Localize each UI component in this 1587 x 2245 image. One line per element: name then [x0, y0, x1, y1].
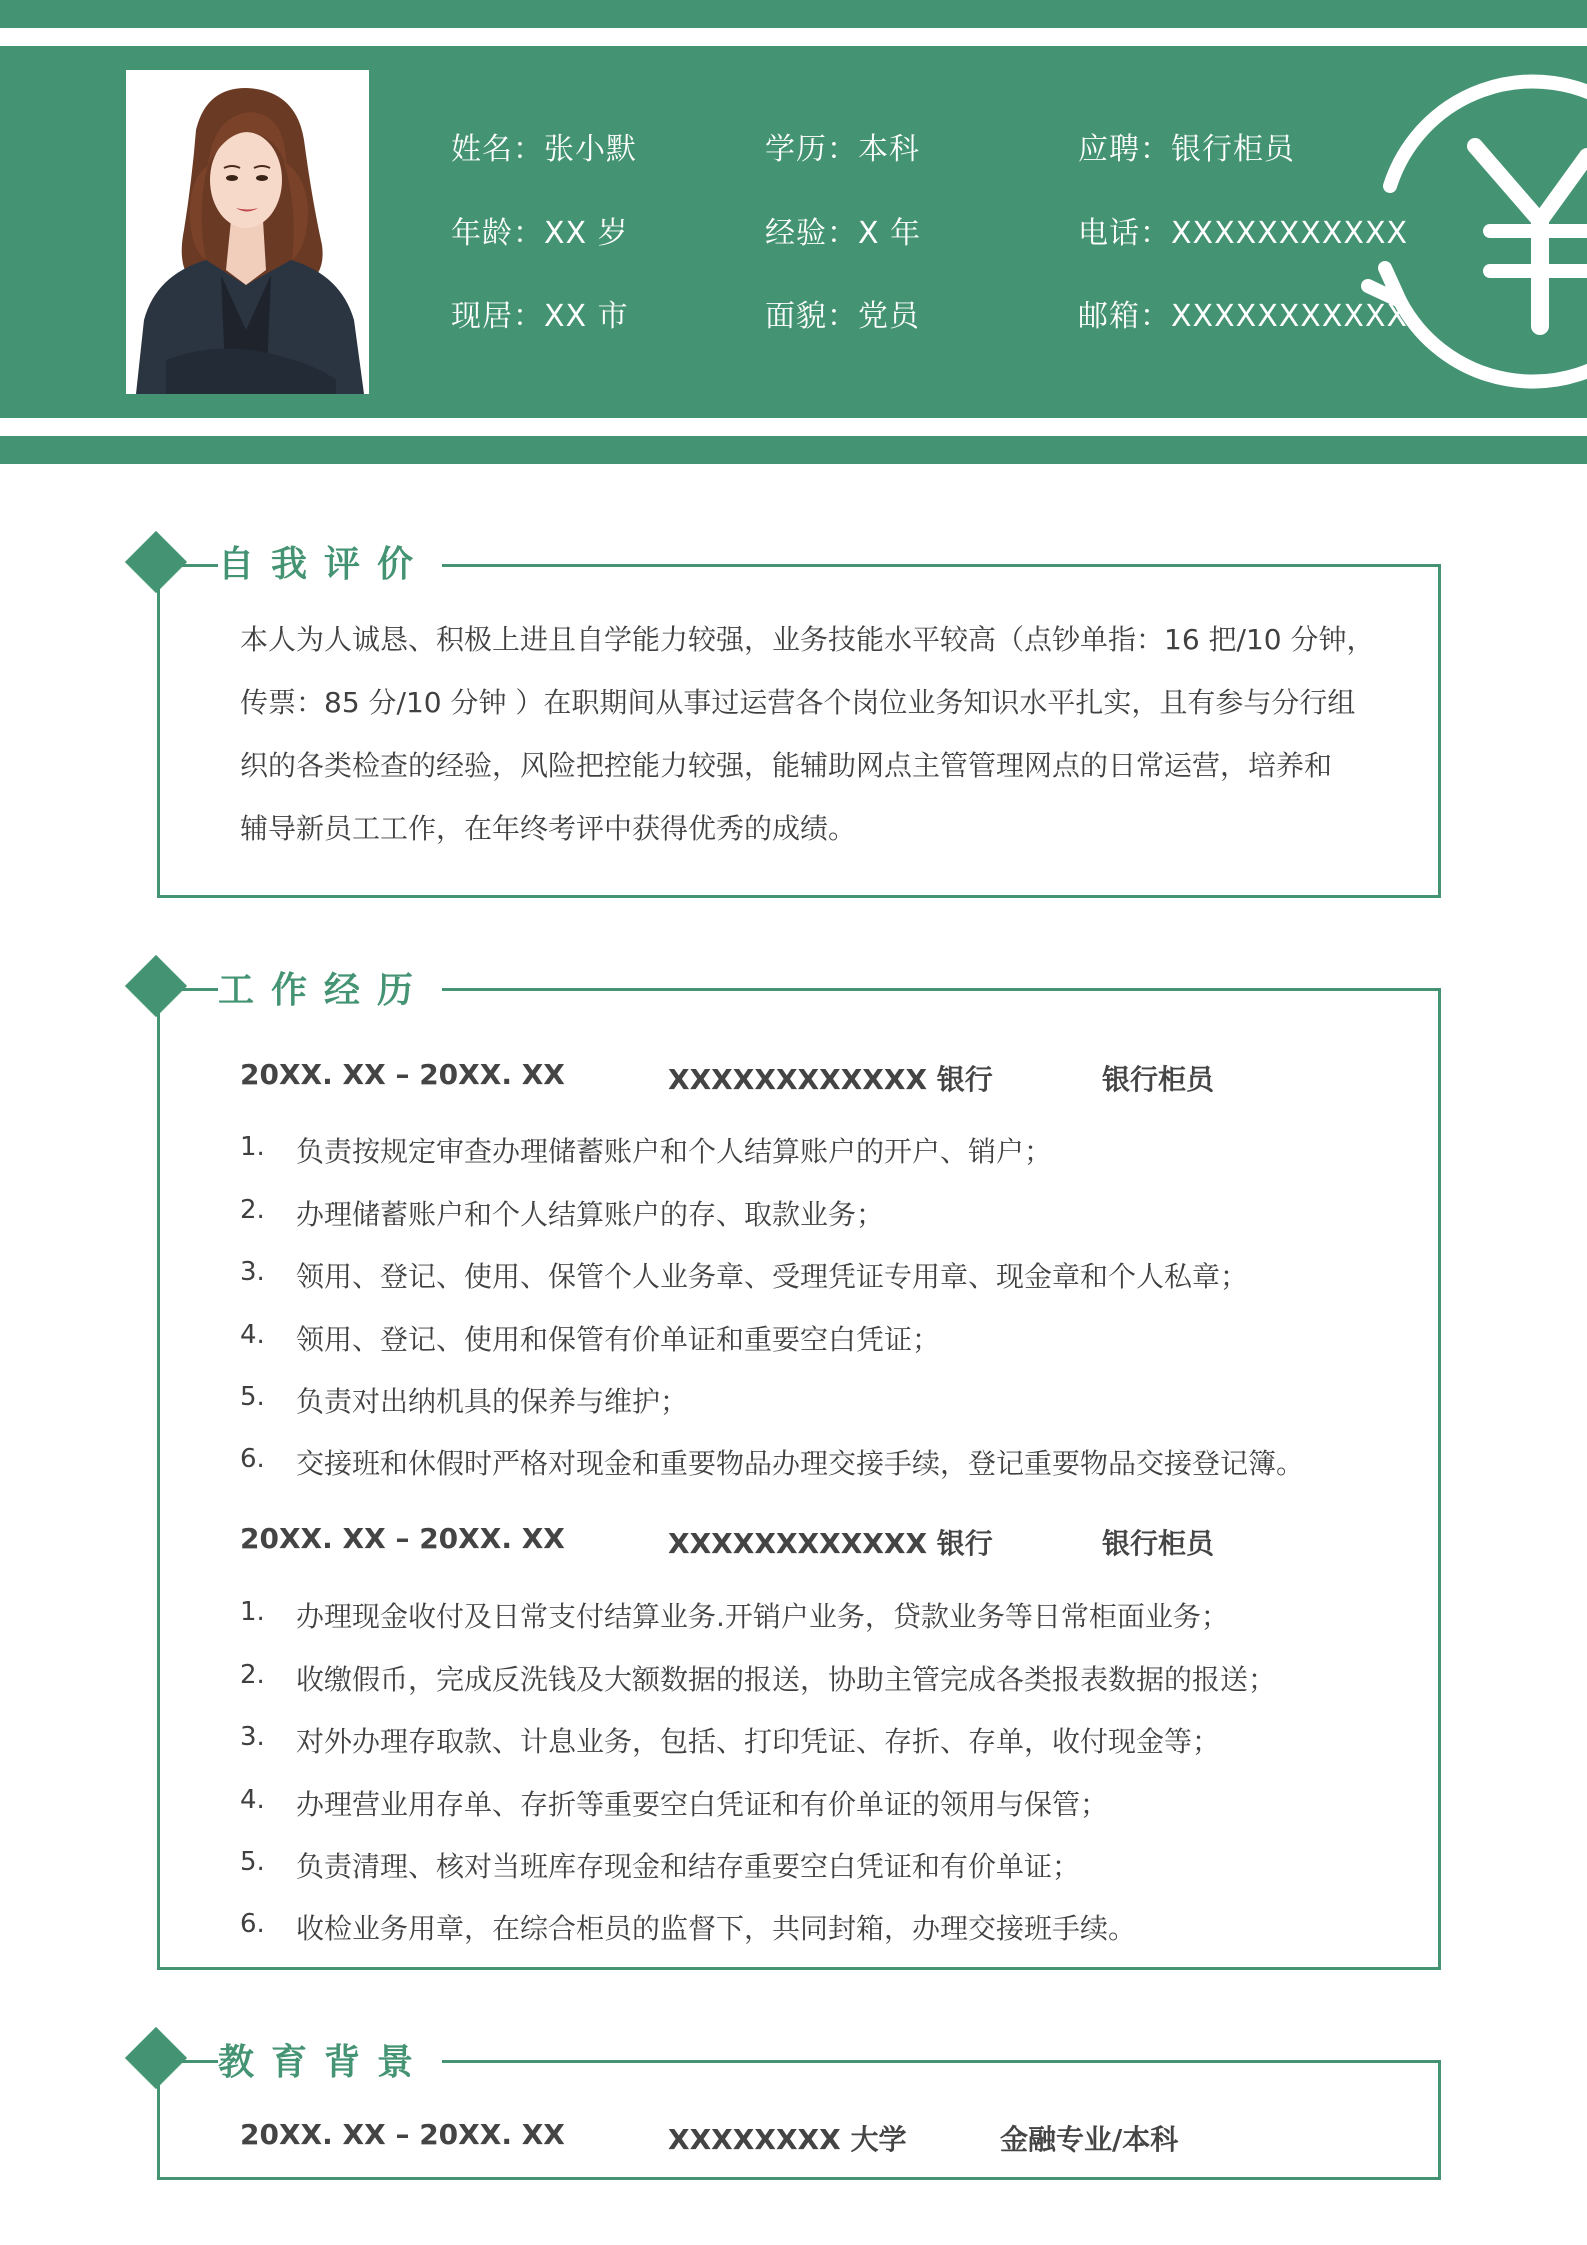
profile-photo	[126, 70, 369, 394]
education-school: XXXXXXXX 大学	[668, 2123, 907, 2156]
info-experience: 经验：X 年	[765, 216, 922, 251]
duty-text: 领用、登记、使用、保管个人业务章、受理凭证专用章、现金章和个人私章；	[296, 1260, 1249, 1293]
duty-text: 对外办理存取款、计息业务，包括、打印凭证、存折、存单，收付现金等；	[296, 1725, 1221, 1758]
self-eval-line: 传票：85 分/10 分钟 ）在职期间从事过运营各个岗位业务知识水平扎实，且有参与分行组	[240, 686, 1356, 719]
duty-text: 收缴假币，完成反洗钱及大额数据的报送，协助主管完成各类报表数据的报送；	[296, 1663, 1277, 1696]
duty-number: 1.	[240, 1132, 265, 1162]
job-company: XXXXXXXXXXXX 银行	[668, 1527, 993, 1560]
job-period: 20XX. XX – 20XX. XX	[240, 1058, 565, 1091]
self-eval-text	[240, 608, 1400, 860]
duty-text: 办理储蓄账户和个人结算账户的存、取款业务；	[296, 1198, 885, 1231]
duty-number: 3.	[240, 1257, 265, 1287]
duty-number: 5.	[240, 1382, 265, 1412]
duty-text: 办理现金收付及日常支付结算业务.开销户业务，贷款业务等日常柜面业务；	[296, 1600, 1229, 1633]
info-residence: 现居：XX 市	[451, 299, 629, 334]
duty-text: 负责对出纳机具的保养与维护；	[296, 1385, 689, 1418]
info-name: 姓名：张小默	[451, 132, 637, 167]
self-eval-line: 织的各类检查的经验，风险把控能力较强，能辅助网点主管管理网点的日常运营，培养和	[240, 749, 1333, 782]
info-age: 年龄：XX 岁	[451, 216, 629, 251]
yen-circle-icon	[1360, 46, 1587, 418]
info-phone: 电话：XXXXXXXXXXX	[1078, 216, 1409, 251]
duty-text: 办理营业用存单、存折等重要空白凭证和有价单证的领用与保管；	[296, 1788, 1109, 1821]
duty-number: 4.	[240, 1320, 265, 1350]
duty-number: 6.	[240, 1444, 265, 1474]
duty-text: 交接班和休假时严格对现金和重要物品办理交接手续，登记重要物品交接登记簿。	[296, 1447, 1305, 1480]
education-title: 教育背景	[218, 2034, 442, 2085]
self-eval-line: 辅导新员工工作，在年终考评中获得优秀的成绩。	[240, 812, 857, 845]
job-period: 20XX. XX – 20XX. XX	[240, 1522, 565, 1555]
bottom-stripe	[0, 436, 1587, 464]
duty-number: 2.	[240, 1660, 265, 1690]
duty-text: 领用、登记、使用和保管有价单证和重要空白凭证；	[296, 1323, 941, 1356]
info-education: 学历：本科	[765, 132, 920, 167]
work-title: 工作经历	[218, 962, 442, 1013]
info-email: 邮箱：XXXXXXXXXXX	[1078, 299, 1409, 334]
job-position: 银行柜员	[1102, 1527, 1215, 1560]
education-major: 金融专业/本科	[1000, 2123, 1179, 2156]
education-period: 20XX. XX – 20XX. XX	[240, 2118, 565, 2151]
duty-number: 1.	[240, 1597, 265, 1627]
duty-number: 4.	[240, 1785, 265, 1815]
duty-number: 5.	[240, 1847, 265, 1877]
duty-text: 收检业务用章，在综合柜员的监督下，共同封箱，办理交接班手续。	[296, 1912, 1137, 1945]
job-company: XXXXXXXXXXXX 银行	[668, 1063, 993, 1096]
duty-number: 3.	[240, 1722, 265, 1752]
top-stripe	[0, 0, 1587, 28]
self-eval-title: 自我评价	[218, 536, 442, 587]
info-political: 面貌：党员	[765, 299, 920, 334]
header-band	[0, 46, 1587, 418]
info-position: 应聘：银行柜员	[1078, 132, 1295, 167]
duty-number: 2.	[240, 1195, 265, 1225]
self-eval-line: 本人为人诚恳、积极上进且自学能力较强，业务技能水平较高（点钞单指：16 把/10 分钟，	[240, 623, 1375, 656]
job-position: 银行柜员	[1102, 1063, 1215, 1096]
duty-number: 6.	[240, 1909, 265, 1939]
duty-text: 负责按规定审查办理储蓄账户和个人结算账户的开户、销户；	[296, 1135, 1053, 1168]
duty-text: 负责清理、核对当班库存现金和结存重要空白凭证和有价单证；	[296, 1850, 1081, 1883]
